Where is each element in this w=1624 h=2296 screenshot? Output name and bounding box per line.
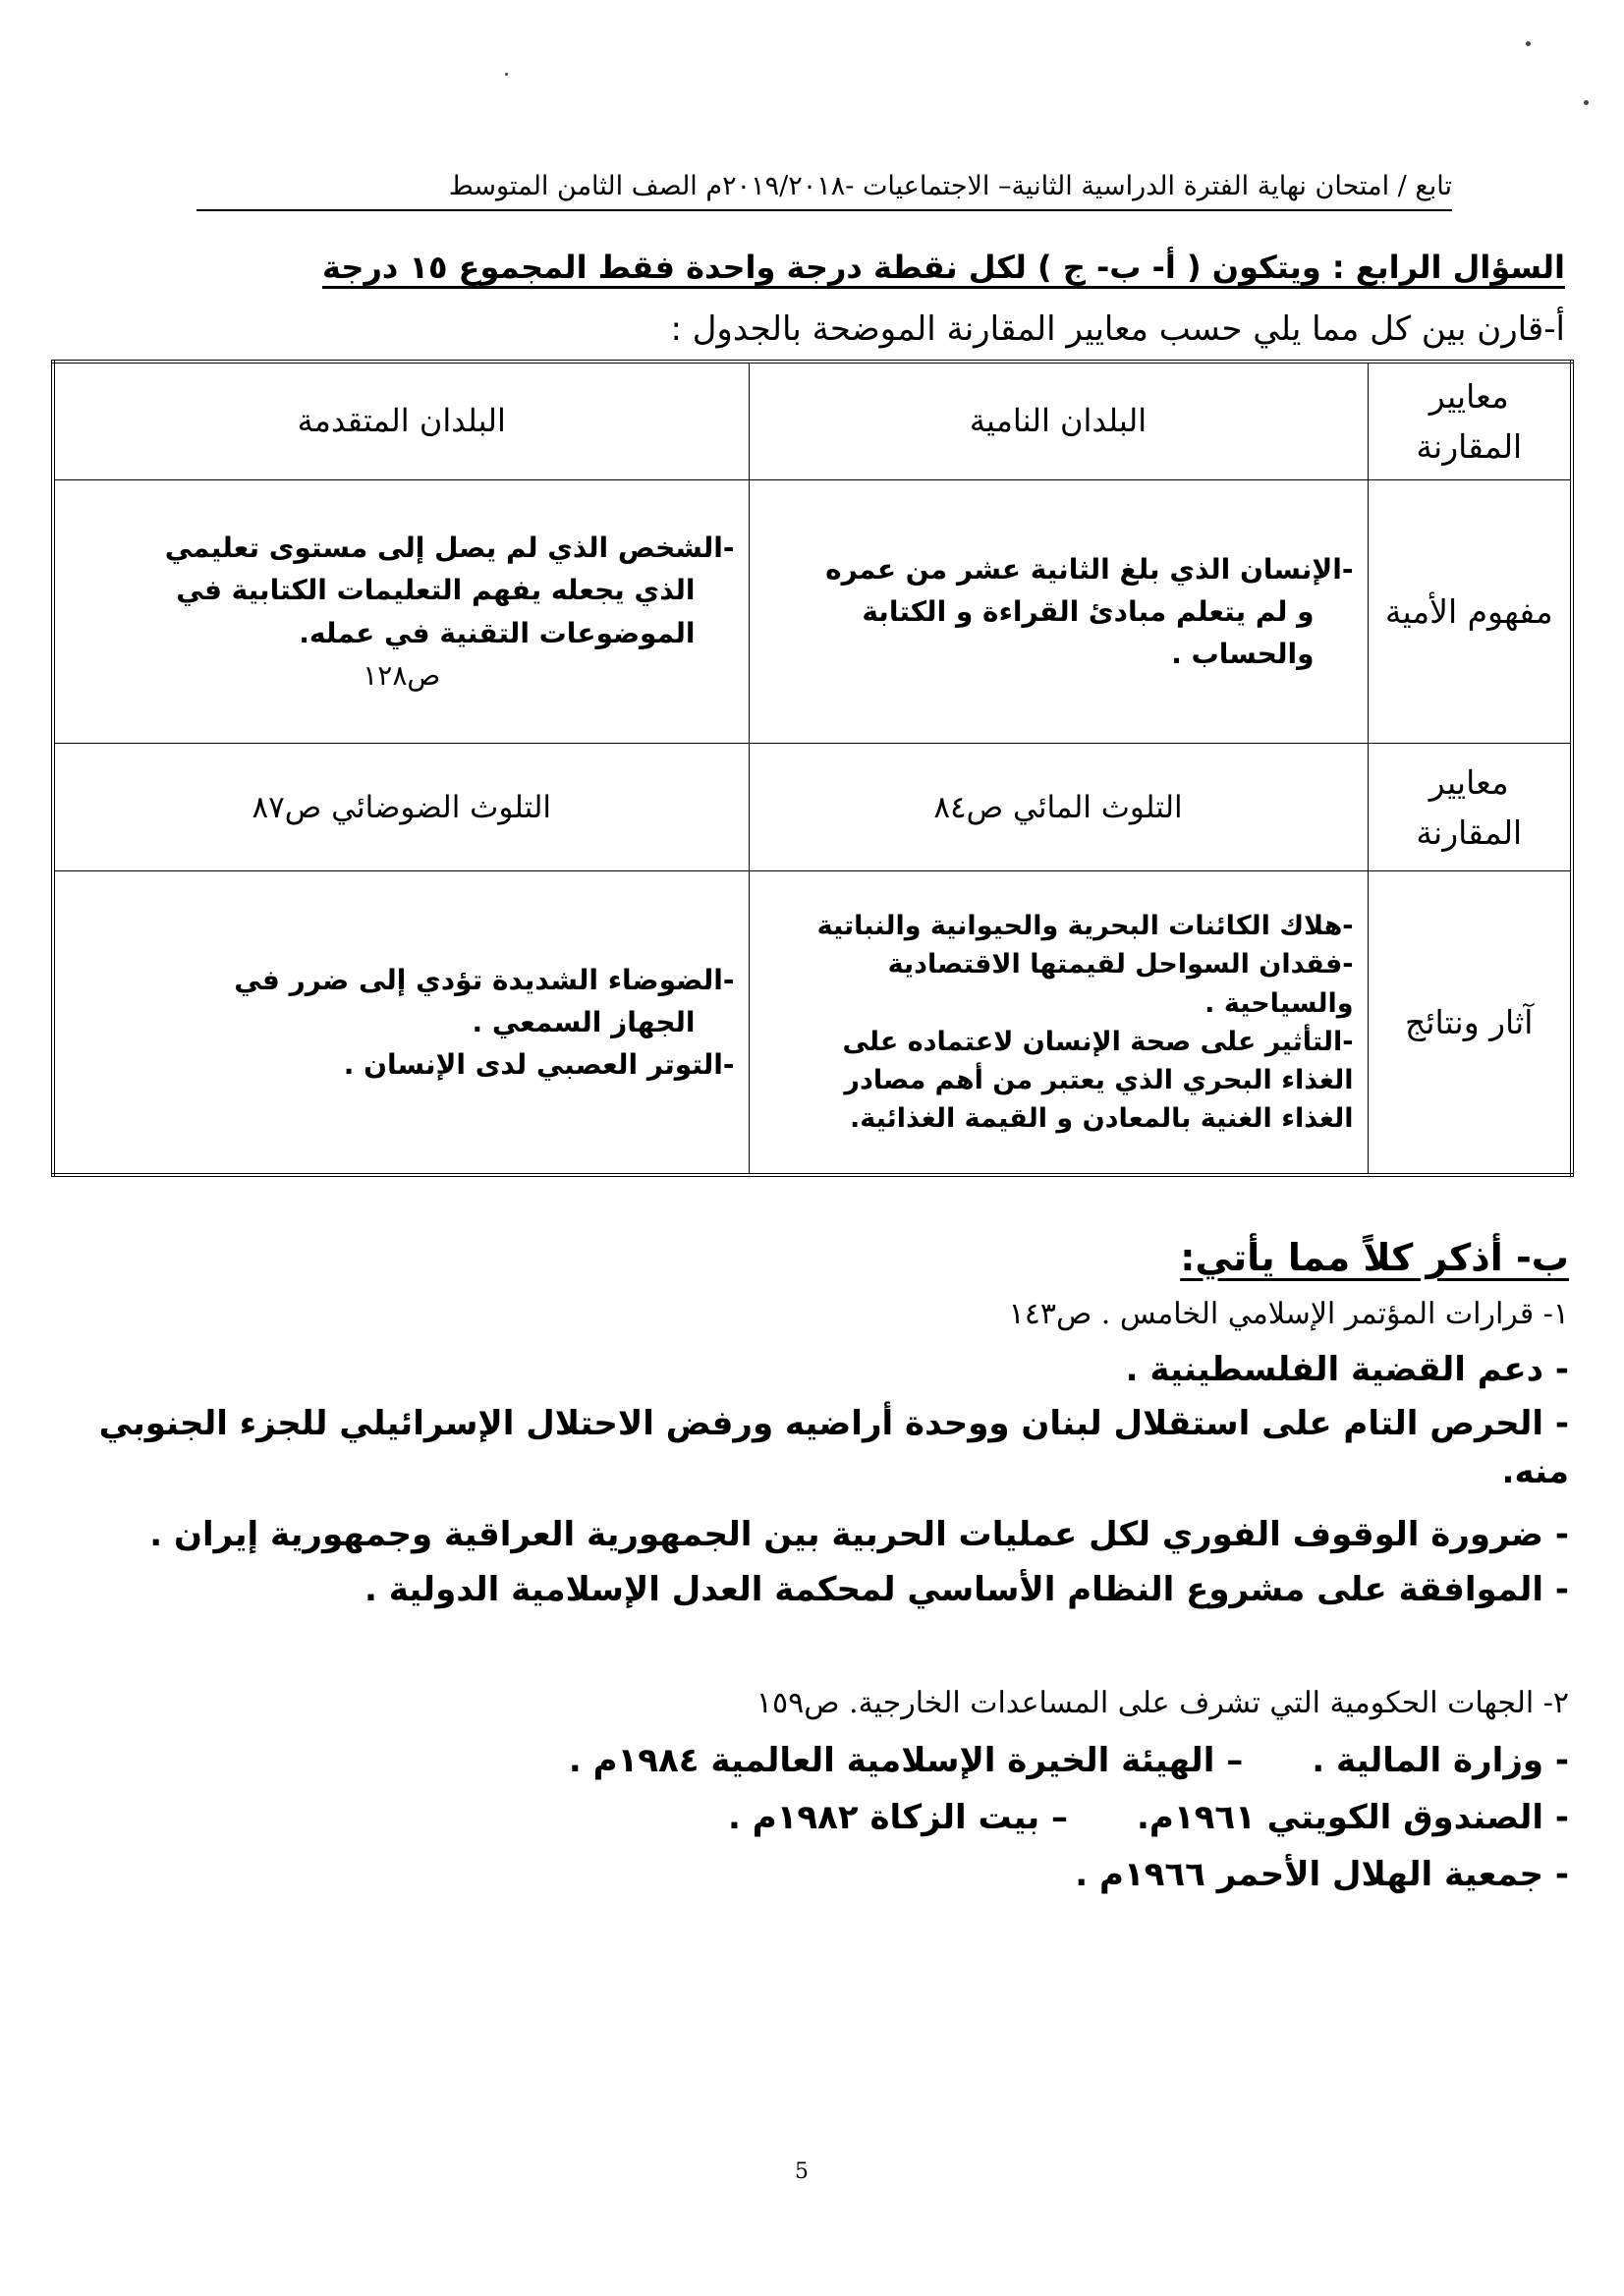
table-header-row [53,362,1572,480]
comparison-table [51,360,1574,1177]
item1-answer: - الحرص التام على استقلال لبنان ووحدة أراضيه ورفض الاحتلال الإسرائيلي للجزء الجنوبي منه. [98,1404,1569,1492]
developed-pollution: التلوث الضوضائي ص٨٧ [53,744,749,871]
item1-question: ١- قرارات المؤتمر الإسلامي الخامس . ص١٤٣ [1008,1297,1569,1331]
page-number: 5 [795,2159,809,2184]
header-developed: البلدان المتقدمة [53,362,749,480]
exam-header: تابع / امتحان نهاية الفترة الدراسية الثانية– الاجتماعيات -٢٠١٩/٢٠١٨م الصف الثامن المتوسط [196,169,1452,211]
developed-illiteracy-page: ص١٢٨ [363,659,441,693]
criteria-illiteracy: مفهوم الأمية [1368,480,1572,744]
item2-answer: - جمعية الهلال الأحمر ١٩٦٦م . [1075,1855,1569,1894]
table-row-effects [53,871,1572,1175]
item1-answer: - الموافقة على مشروع النظام الأساسي لمحكمة العدل الإسلامية الدولية . [364,1570,1569,1609]
scan-speck [505,73,508,76]
scan-speck [1584,100,1589,105]
header-developing: البلدان النامية [749,362,1368,480]
part-a-instruction: أ-قارن بين كل مما يلي حسب معايير المقارنة الموضحة بالجدول : [670,309,1565,349]
developed-illiteracy: -الشخص الذي لم يصل إلى مستوى تعليمي الذي يجعله يفهم التعليمات الكتابية في الموضوعات التقنية في عمله. ص١٢٨ [53,480,749,744]
header-criteria: معايير المقارنة [1368,362,1572,480]
item1-answer: - ضرورة الوقوف الفوري لكل عمليات الحربية بين الجمهورية العراقية وجمهورية إيران . [149,1515,1569,1554]
item2-answer-row: - وزارة المالية .– الهيئة الخيرة الإسلامية العالمية ١٩٨٤م . [568,1741,1569,1780]
item1-answer: - دعم القضية الفلسطينية . [1125,1350,1569,1389]
developed-effects: -الضوضاء الشديدة تؤدي إلى ضرر في الجهاز السمعي . -التوتر العصبي لدى الإنسان . [53,871,749,1175]
criteria-comparison: معايير المقارنة [1368,744,1572,871]
item2-question: ٢- الجهات الحكومية التي تشرف على المساعدات الخارجية. ص١٥٩ [756,1686,1569,1720]
developing-illiteracy: -الإنسان الذي بلغ الثانية عشر من عمره و لم يتعلم مبادئ القراءة و الكتابة والحساب . [749,480,1368,744]
criteria-effects: آثار ونتائج [1368,871,1572,1175]
question-title: السؤال الرابع : ويتكون ( أ- ب- ج ) لكل نقطة درجة واحدة فقط المجموع ١٥ درجة [322,249,1565,286]
table-row-illiteracy [53,480,1572,744]
scan-speck [1526,41,1531,46]
item2-answer-row: - الصندوق الكويتي ١٩٦١م.– بيت الزكاة ١٩٨٢م . [727,1798,1569,1837]
part-b-title: ب- أذكر كلاً مما يأتي: [1180,1236,1569,1279]
table-row-pollution-type [53,744,1572,871]
developing-effects: -هلاك الكائنات البحرية والحيوانية والنباتية -فقدان السواحل لقيمتها الاقتصادية والسياحية . -التأثير على صحة الإنسان لاعتماده على الغذاء البحري الذي يعتبر من أهم مصادر الغذاء الغنية بالمعادن و القيمة الغذائية. [749,871,1368,1175]
developing-pollution: التلوث المائي ص٨٤ [749,744,1368,871]
